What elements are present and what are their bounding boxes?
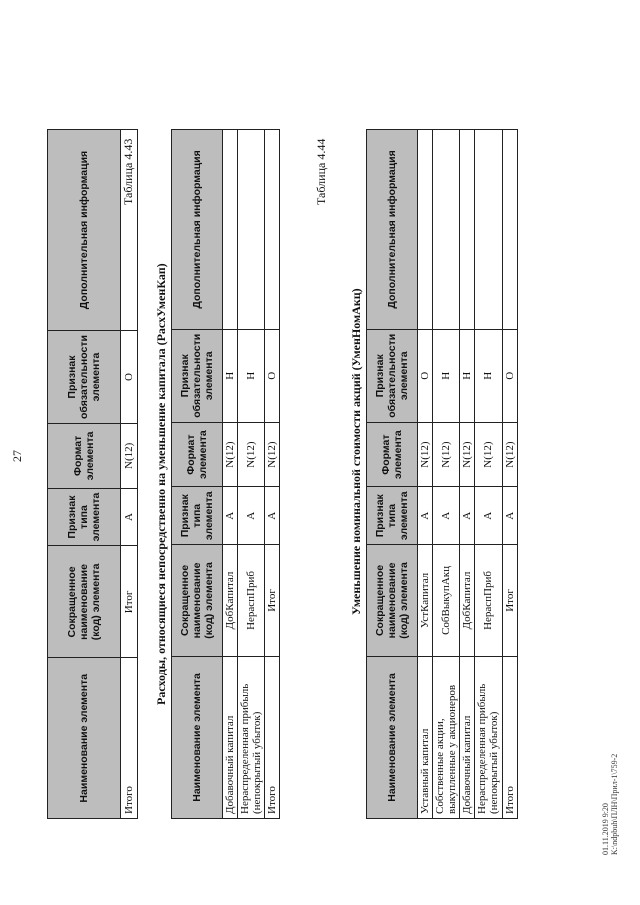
- cell-format: N(12): [475, 422, 502, 487]
- cell-code: СобВыкупАкц: [433, 545, 460, 657]
- header-row: [367, 130, 418, 819]
- cell-code: Итог: [265, 545, 280, 657]
- cell-required: Н: [460, 329, 475, 422]
- col-header-info: Дополнительная информация: [48, 130, 121, 331]
- cell-type: А: [460, 487, 475, 545]
- cell-info: [238, 130, 265, 330]
- col-header-type: Признак типа элемента: [172, 487, 223, 545]
- cell-required: Н: [433, 329, 460, 422]
- table-row: [433, 130, 460, 819]
- cell-type: А: [223, 487, 238, 545]
- cell-format: N(12): [460, 422, 475, 487]
- header-row: [172, 130, 223, 819]
- col-header-code: Сокращенное наименование (код) элемента: [48, 546, 121, 658]
- col-header-format: Формат элемента: [48, 424, 121, 489]
- cell-code: ДобКапитал: [223, 545, 238, 657]
- cell-required: Н: [223, 329, 238, 422]
- cell-required: Н: [475, 329, 502, 422]
- cell-name: Итого: [121, 658, 138, 819]
- cell-code: Итог: [121, 546, 138, 658]
- cell-type: А: [475, 487, 502, 545]
- table-row: [418, 130, 433, 819]
- footer-date: 01.11.2019 9:20: [601, 803, 610, 855]
- cell-name: Добавочный капитал: [223, 656, 238, 818]
- cell-info: [475, 130, 502, 330]
- cell-code: НераспПриб: [238, 545, 265, 657]
- table-row: [238, 130, 265, 819]
- footer-path: K:\ndpbuh\ПЛН\Прил-1\759-2: [609, 753, 619, 855]
- col-header-code: Сокращенное наименование (код) элемента: [367, 545, 418, 657]
- cell-info: [460, 130, 475, 330]
- cell-name: Собственные акции, выкупленные у акционеров: [433, 656, 460, 818]
- col-header-code: Сокращенное наименование (код) элемента: [172, 545, 223, 657]
- cell-format: N(12): [265, 422, 280, 487]
- cell-required: О: [502, 329, 517, 422]
- table-row: [502, 130, 517, 819]
- col-header-format: Формат элемента: [367, 422, 418, 487]
- cell-name: Нераспределенная прибыль (непокрытый убыток): [475, 656, 502, 818]
- cell-format: N(12): [418, 422, 433, 487]
- cell-type: А: [121, 488, 138, 546]
- table-row: [475, 130, 502, 819]
- cell-code: Итог: [502, 545, 517, 657]
- col-header-format: Формат элемента: [172, 422, 223, 487]
- table-title-443: Расходы, относящиеся непосредственно на уменьшение капитала (РасхУменКап): [154, 263, 168, 705]
- cell-name: Добавочный капитал: [460, 656, 475, 818]
- col-header-name: Наименование элемента: [172, 656, 223, 818]
- cell-name: Нераспределенная прибыль (непокрытый убыток): [238, 656, 265, 818]
- cell-type: А: [502, 487, 517, 545]
- col-header-info: Дополнительная информация: [367, 130, 418, 330]
- cell-format: N(12): [121, 424, 138, 489]
- col-header-name: Наименование элемента: [367, 656, 418, 818]
- table-4-44: [366, 129, 518, 819]
- col-header-type: Признак типа элемента: [48, 488, 121, 546]
- cell-format: N(12): [433, 422, 460, 487]
- cell-required: О: [418, 329, 433, 422]
- table-label-444: Таблица 4.44: [314, 138, 328, 205]
- cell-info: [223, 130, 238, 330]
- header-row: [48, 130, 121, 819]
- continuation-table: [47, 129, 138, 819]
- col-header-required: Признак обязательности элемента: [48, 331, 121, 424]
- cell-type: А: [265, 487, 280, 545]
- col-header-info: Дополнительная информация: [172, 130, 223, 330]
- table-row: [121, 130, 138, 819]
- cell-code: ДобКапитал: [460, 545, 475, 657]
- cell-required: Н: [238, 329, 265, 422]
- table-label-443: Таблица 4.43: [121, 138, 135, 205]
- cell-type: А: [433, 487, 460, 545]
- cell-info: [433, 130, 460, 330]
- table-row: [460, 130, 475, 819]
- cell-code: УстКапитал: [418, 545, 433, 657]
- cell-required: О: [265, 329, 280, 422]
- cell-info: [418, 130, 433, 330]
- table-4-43: [171, 129, 280, 819]
- cell-format: N(12): [223, 422, 238, 487]
- table-row: [223, 130, 238, 819]
- page-number: 27: [10, 450, 24, 462]
- cell-info: [502, 130, 517, 330]
- cell-required: О: [121, 331, 138, 424]
- col-header-name: Наименование элемента: [48, 658, 121, 819]
- file-footer: [602, 754, 620, 855]
- cell-name: Итого: [502, 656, 517, 818]
- col-header-required: Признак обязательности элемента: [172, 329, 223, 422]
- cell-info: [265, 130, 280, 330]
- cell-name: Итого: [265, 656, 280, 818]
- cell-type: А: [238, 487, 265, 545]
- cell-type: А: [418, 487, 433, 545]
- col-header-type: Признак типа элемента: [367, 487, 418, 545]
- table-title-444: Уменьшение номинальной стоимости акций (УменНомАкц): [349, 288, 363, 615]
- table-row: [265, 130, 280, 819]
- col-header-required: Признак обязательности элемента: [367, 329, 418, 422]
- cell-format: N(12): [238, 422, 265, 487]
- cell-format: N(12): [502, 422, 517, 487]
- cell-code: НераспПриб: [475, 545, 502, 657]
- cell-name: Уставный капитал: [418, 656, 433, 818]
